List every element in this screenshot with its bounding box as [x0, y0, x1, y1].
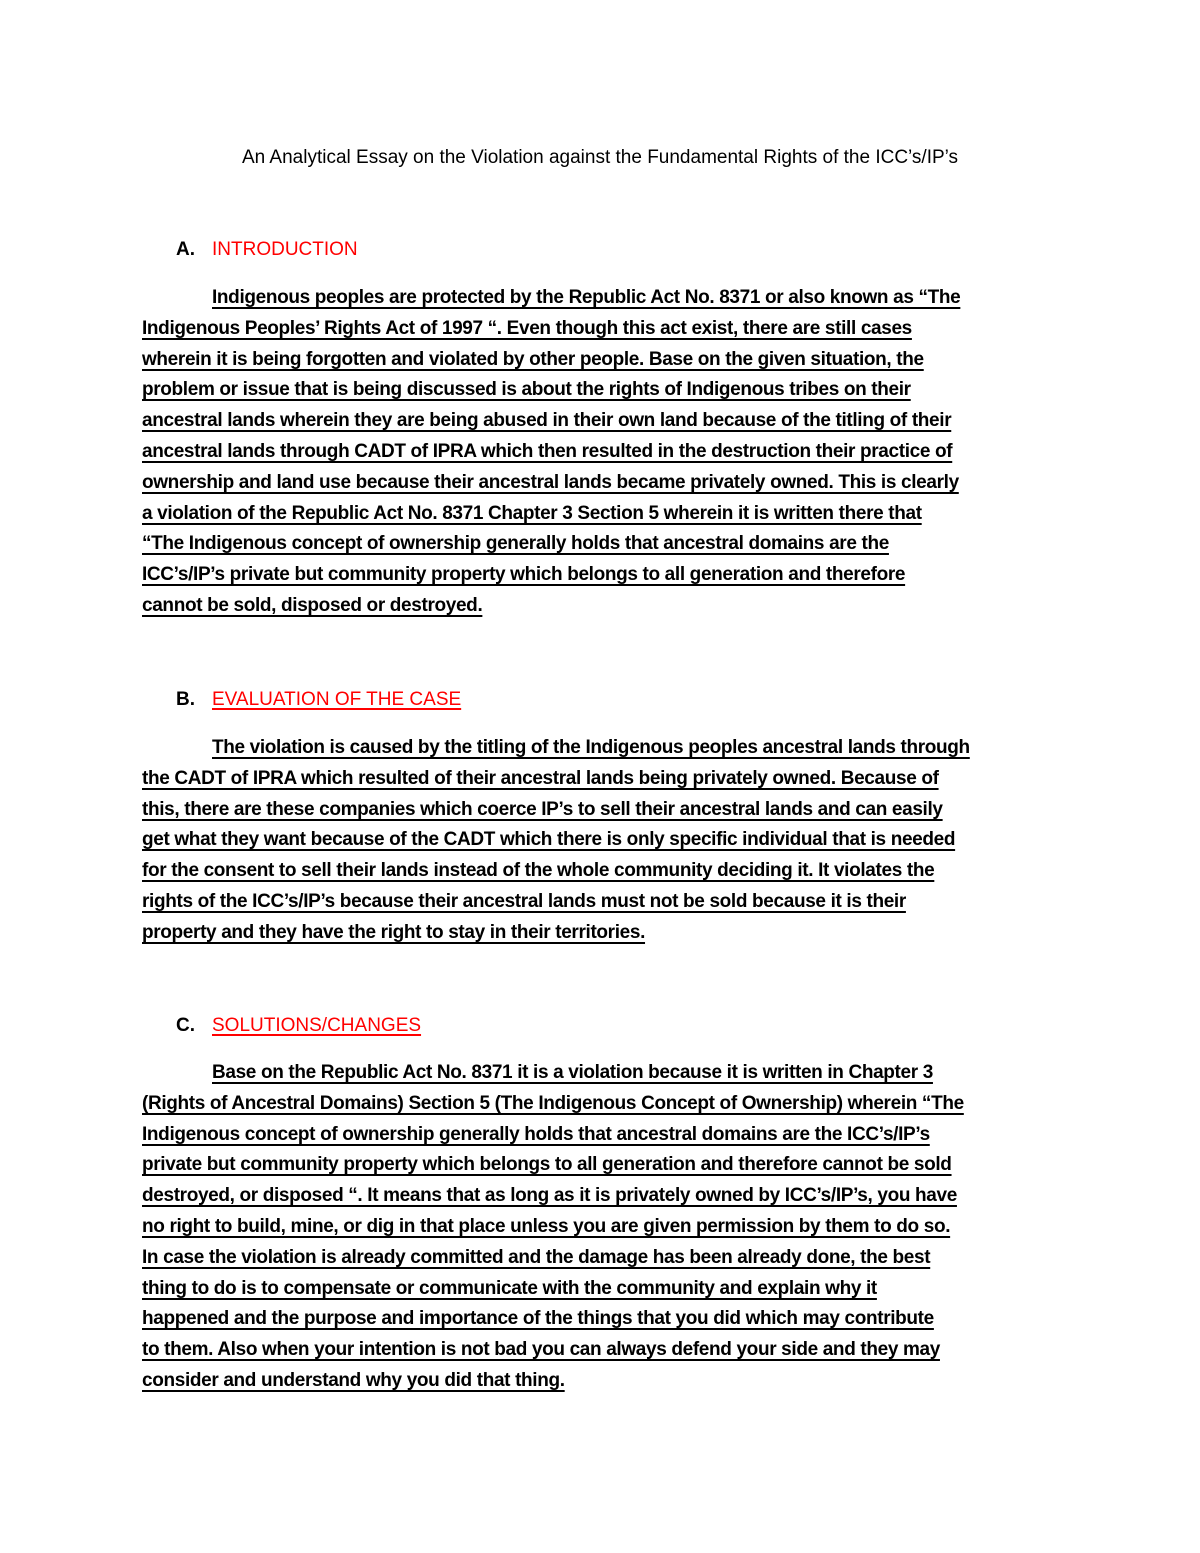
paragraph-line: to them. Also when your intention is not bad you can always defend your side and they may: [142, 1339, 940, 1361]
section-b-body: [142, 733, 1058, 949]
section-letter: A.: [176, 239, 195, 260]
paragraph-line: thing to do is to compensate or communicate with the community and explain why it: [142, 1277, 877, 1299]
section-letter: B.: [176, 689, 195, 710]
paragraph-line: this, there are these companies which coerce IP’s to sell their ancestral lands and can easily: [142, 798, 943, 820]
section-title: EVALUATION OF THE CASE: [212, 689, 462, 710]
paragraph-line: In case the violation is already committed and the damage has been already done, the best: [142, 1246, 931, 1268]
paragraph-line: Indigenous peoples are protected by the Republic Act No. 8371 or also known as “The: [212, 287, 961, 308]
section-title: SOLUTIONS/CHANGES: [212, 1015, 422, 1036]
section-a-body: [142, 283, 1058, 622]
section-a-heading: [176, 236, 358, 264]
paragraph-line: ownership and land use because their ancestral lands became privately owned. This is clearly: [142, 471, 959, 493]
paragraph-line: property and they have the right to stay in their territories.: [142, 921, 646, 943]
section-c-heading: [176, 1012, 421, 1040]
paragraph-line: “The Indigenous concept of ownership generally holds that ancestral domains are the: [142, 533, 889, 555]
paragraph-line: Indigenous concept of ownership generally holds that ancestral domains are the ICC’s/IP’s: [142, 1123, 930, 1145]
paragraph-line: a violation of the Republic Act No. 8371 Chapter 3 Section 5 wherein it is written there that: [142, 502, 922, 524]
section-title: INTRODUCTION: [212, 239, 358, 260]
section-letter: C.: [176, 1015, 195, 1036]
paragraph-line: ancestral lands through CADT of IPRA which then resulted in the destruction their practice of: [142, 440, 953, 462]
paragraph-line: for the consent to sell their lands instead of the whole community deciding it. It violates the: [142, 860, 935, 882]
paragraph-line: happened and the purpose and importance of the things that you did which may contribute: [142, 1308, 934, 1330]
paragraph-line: Indigenous Peoples’ Rights Act of 1997 “. Even though this act exist, there are still cases: [142, 317, 912, 339]
paragraph-line: no right to build, mine, or dig in that place unless you are given permission by them to do so.: [142, 1215, 951, 1237]
paragraph-line: the CADT of IPRA which resulted of their ancestral lands being privately owned. Because of: [142, 767, 939, 789]
paragraph-line: get what they want because of the CADT which there is only specific individual that is needed: [142, 829, 956, 851]
paragraph-line: wherein it is being forgotten and violated by other people. Base on the given situation, the: [142, 348, 924, 370]
section-c-body: [142, 1058, 1058, 1397]
paragraph-line: The violation is caused by the titling of the Indigenous peoples ancestral lands through: [212, 737, 970, 758]
document-title: An Analytical Essay on the Violation against the Fundamental Rights of the ICC’s/IP’s: [241, 147, 959, 168]
paragraph-line: (Rights of Ancestral Domains) Section 5 (The Indigenous Concept of Ownership) wherein “The: [142, 1092, 964, 1114]
paragraph-line: destroyed, or disposed “. It means that as long as it is privately owned by ICC’s/IP’s, you have: [142, 1185, 957, 1207]
section-b-heading: [176, 686, 461, 714]
paragraph-line: private but community property which belongs to all generation and therefore cannot be sold: [142, 1154, 952, 1176]
paragraph-line: consider and understand why you did that thing.: [142, 1369, 565, 1391]
paragraph-line: ICC’s/IP’s private but community property which belongs to all generation and therefore: [142, 564, 906, 586]
paragraph-line: Base on the Republic Act No. 8371 it is a violation because it is written in Chapter 3: [212, 1062, 933, 1083]
paragraph-line: cannot be sold, disposed or destroyed.: [142, 594, 483, 616]
paragraph-line: problem or issue that is being discussed is about the rights of Indigenous tribes on their: [142, 379, 911, 401]
paragraph-line: ancestral lands wherein they are being abused in their own land because of the titling of their: [142, 410, 952, 432]
paragraph-line: rights of the ICC’s/IP’s because their ancestral lands must not be sold because it is their: [142, 890, 906, 912]
